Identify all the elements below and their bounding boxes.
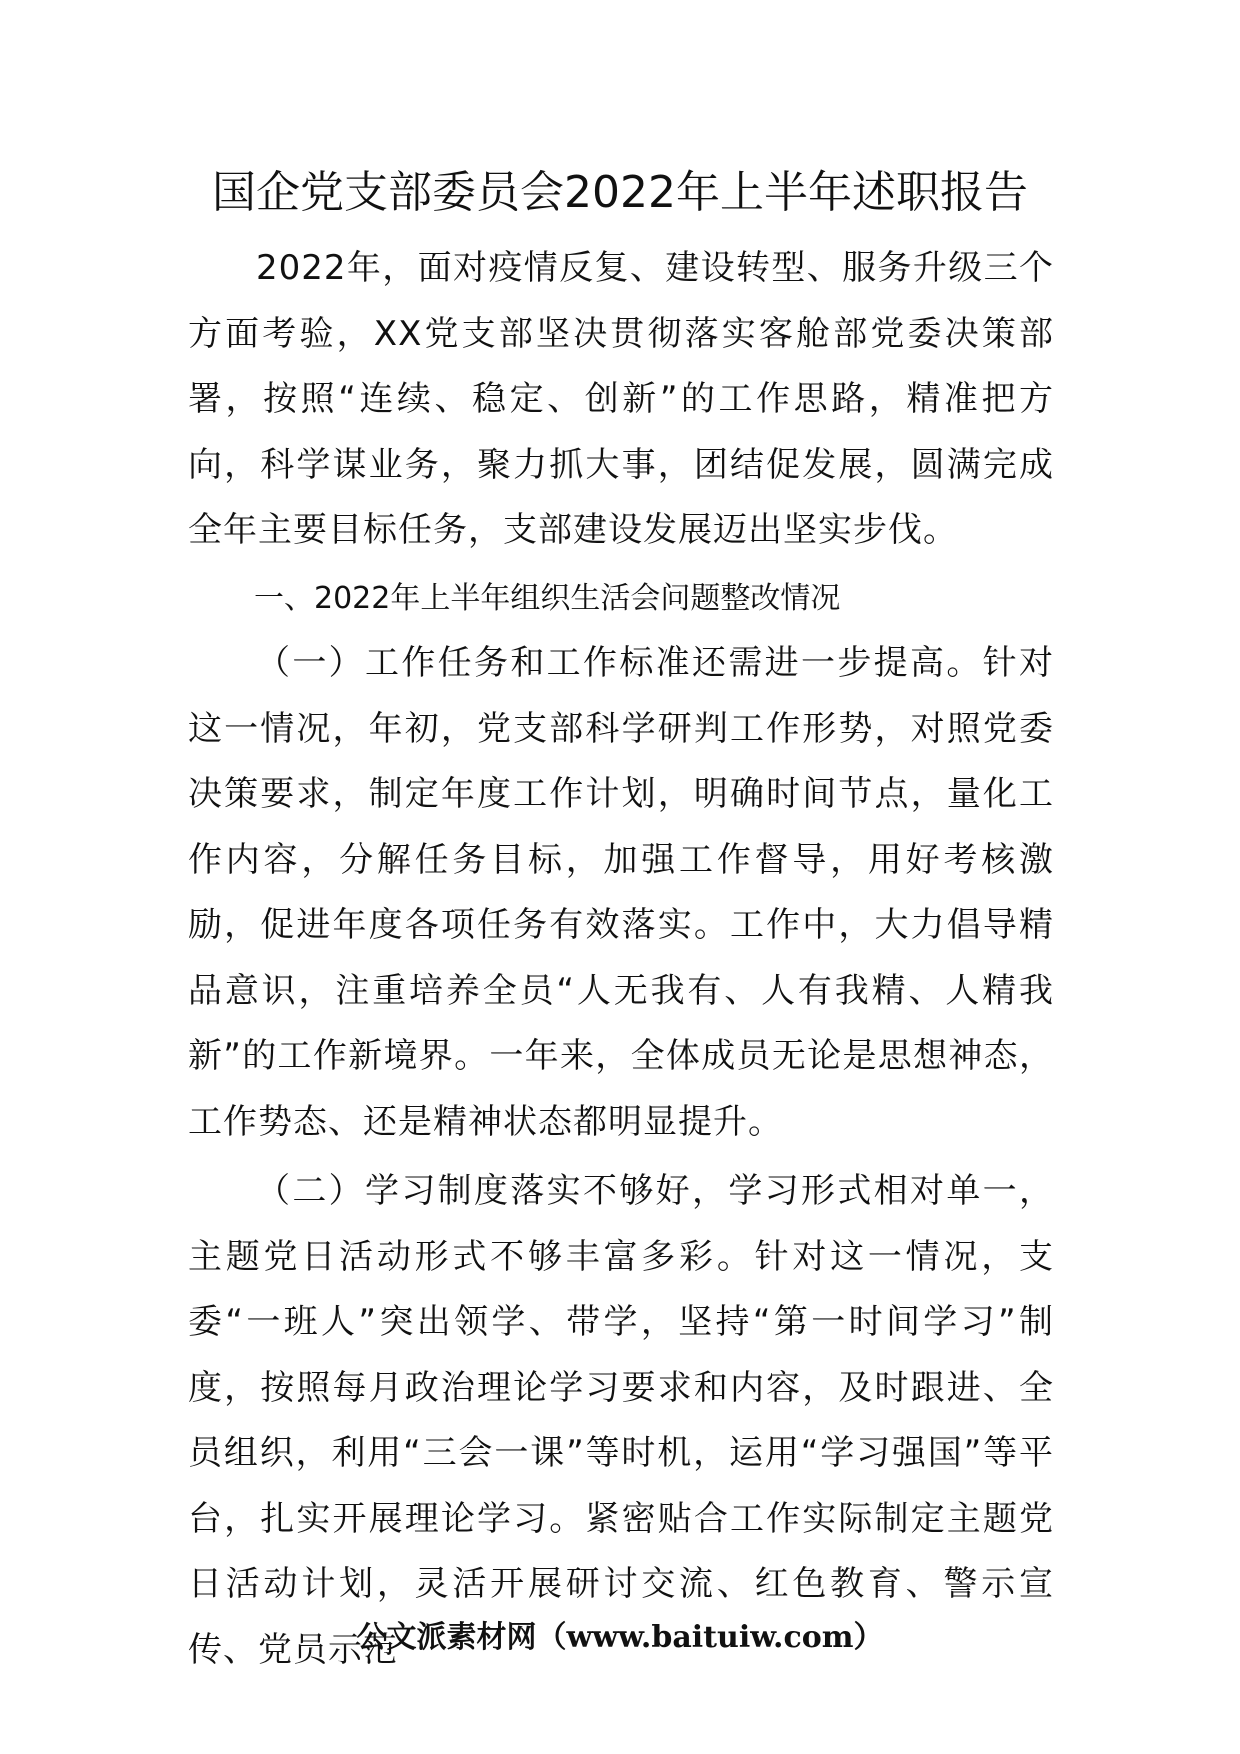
item-two-paragraph: （二）学习制度落实不够好，学习形式相对单一，主题党日活动形式不够丰富多彩。针对这一情况，支委“一班人”突出领学、带学，坚持“第一时间学习”制度，按照每月政治理论学习要求和内容，及时跟进、全员组织，利用“三会一课”等时机，运用“学习强国”等平台，扎实开展理论学习。紧密贴合工作实际制定主题党日活动计划，灵活开展研讨交流、红色教育、警示宣传、党员示范 <box>188 1171 1054 1670</box>
intro-paragraph: 2022年，面对疫情反复、建设转型、服务升级三个方面考验，XX党支部坚决贯彻落实客舱部党委决策部署，按照“连续、稳定、创新”的工作思路，精准把方向，科学谋业务，聚力抓大事，团结促发展，圆满完成全年主要目标任务，支部建设发展迈出坚实步伐。 <box>188 248 1054 550</box>
footer-watermark: 公文派素材网（www.baituiw.com） <box>356 1620 884 1655</box>
document-body <box>188 236 1054 1683</box>
section-heading: 一、2022年上半年组织生活会问题整改情况 <box>254 580 841 616</box>
item-one-paragraph: （一）工作任务和工作标准还需进一步提高。针对这一情况，年初，党支部科学研判工作形势，对照党委决策要求，制定年度工作计划，明确时间节点，量化工作内容，分解任务目标，加强工作督导，用好考核激励，促进年度各项任务有效落实。工作中，大力倡导精品意识，注重培养全员“人无我有、人有我精、人精我新”的工作新境界。一年来，全体成员无论是思想神态，工作势态、还是精神状态都明显提升。 <box>188 643 1054 1142</box>
document-title: 国企党支部委员会2022年上半年述职报告 <box>212 167 1028 218</box>
